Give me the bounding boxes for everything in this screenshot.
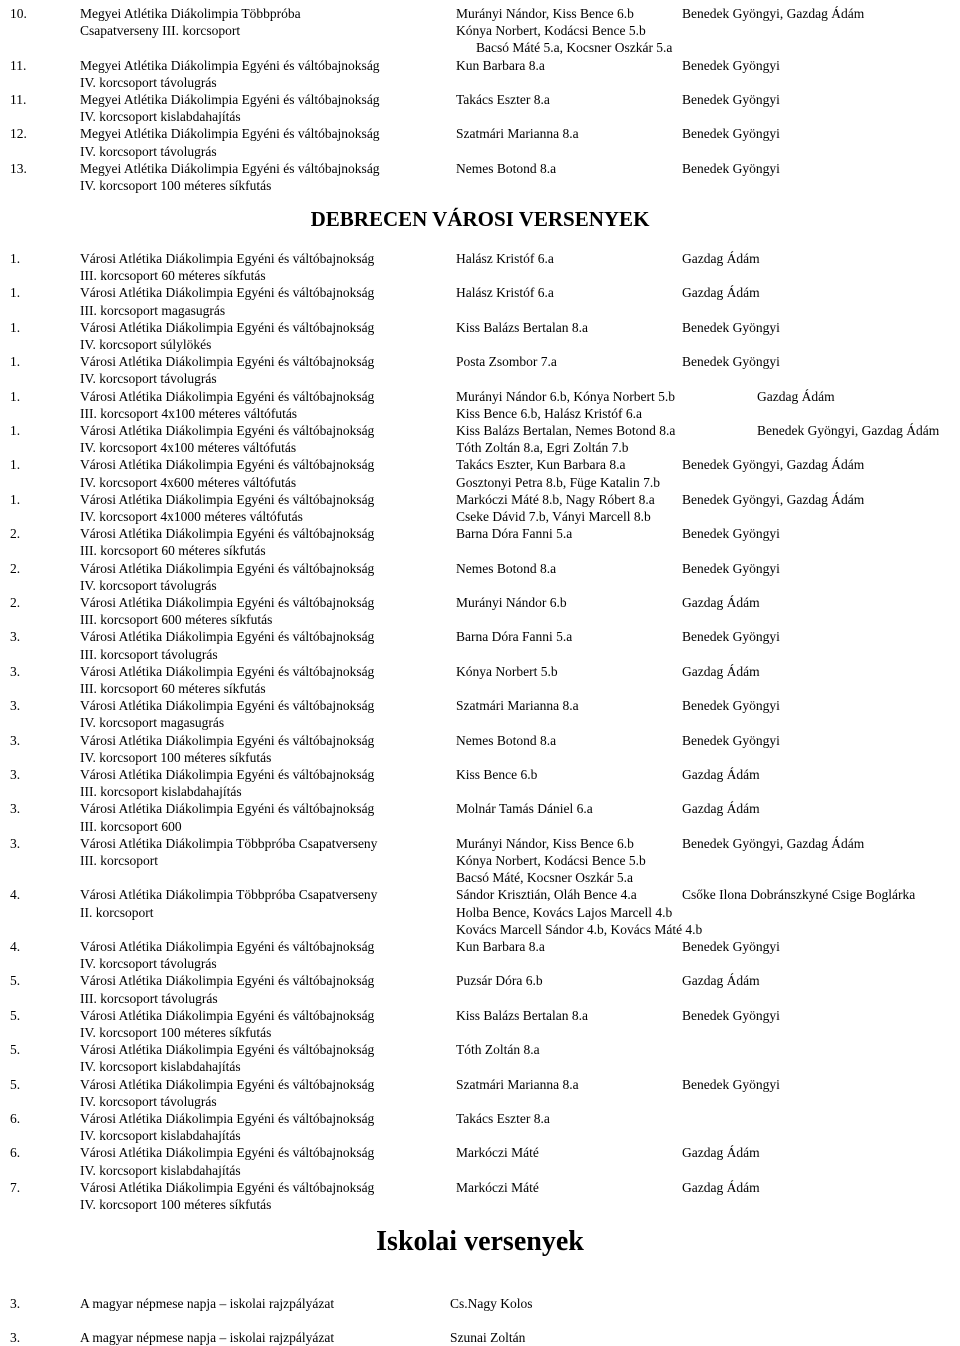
entry-teacher: Benedek Gyöngyi [682,319,780,335]
entry-event-line: III. korcsoport magasugrás [80,302,226,318]
entry-event-line: IV. korcsoport kislabdahajítás [80,1162,241,1178]
entry-rank: 1. [10,251,21,266]
entry-event-line: IV. korcsoport 4x600 méteres váltófutás [80,474,297,490]
entry-teacher: Benedek Gyöngyi [682,732,780,748]
entry-event-line: Városi Atlétika Diákolimpia Egyéni és váltóbajnokság [80,319,375,335]
entry-rank: 1. [10,285,21,301]
entry-event-line: Városi Atlétika Diákolimpia Egyéni és váltóbajnokság [80,629,375,645]
entry-participants: Nemes Botond 8.a [456,160,557,176]
entry-rank: 2. [10,526,21,542]
entry-participants: Kónya Norbert, Kodácsi Bence 5.b [456,23,646,39]
entry-event-line: Városi Atlétika Diákolimpia Többpróba Csapatverseny [80,887,378,903]
entry-participants: Molnár Tamás Dániel 6.a [456,801,593,817]
entry-rank: 11. [10,92,27,107]
entry-teacher: Gazdag Ádám [682,663,760,679]
entry-rank: 6. [10,1111,21,1126]
entry-event-line: A magyar népmese napja – iskolai rajzpályázat [80,1330,335,1346]
entry-event-line: IV. korcsoport távolugrás [80,371,217,387]
entry-participants: Puzsár Dóra 6.b [456,973,543,989]
entry-event-line: IV. korcsoport 4x1000 méteres váltófutás [80,509,303,524]
entry-participants: Halász Kristóf 6.a [456,285,554,301]
entry-event-line: Városi Atlétika Diákolimpia Egyéni és váltóbajnokság [80,423,375,438]
entry-participants: Nemes Botond 8.a [456,560,557,576]
entry-teacher: Benedek Gyöngyi [682,92,780,107]
entry-teacher: Benedek Gyöngyi [682,160,780,176]
entry-event-line: Városi Atlétika Diákolimpia Egyéni és váltóbajnokság [80,801,375,817]
entry-teacher: Gazdag Ádám [682,767,760,782]
entry-event-line: Megyei Atlétika Diákolimpia Egyéni és váltóbajnokság [80,126,380,142]
entry-event-line: Városi Atlétika Diákolimpia Egyéni és váltóbajnokság [80,457,375,473]
entry-participants: Szatmári Marianna 8.a [456,698,579,714]
entry-event-line: III. korcsoport 600 [80,818,182,834]
entry-event-line: Városi Atlétika Diákolimpia Egyéni és váltóbajnokság [80,354,375,370]
entry-event-line: Városi Atlétika Diákolimpia Egyéni és váltóbajnokság [80,491,375,507]
entry-event-line: Megyei Atlétika Diákolimpia Többpróba [80,6,301,21]
entry-participants: Bacsó Máté, Kocsner Oszkár 5.a [456,870,633,886]
entry-participants: Kiss Balázs Bertalan 8.a [456,319,588,335]
entry-rank: 3. [10,629,21,645]
entry-rank: 1. [10,319,21,335]
entry-participants: Takács Eszter 8.a [456,1111,550,1126]
entry-rank: 1. [10,457,21,473]
entry-rank: 1. [10,354,21,370]
entry-rank: 3. [10,1296,21,1311]
entry-teacher: Gazdag Ádám [682,595,760,610]
entry-teacher: Benedek Gyöngyi, Gazdag Ádám [682,835,865,851]
entry-event-line: II. korcsoport [80,904,154,920]
entry-teacher: Gazdag Ádám [757,388,835,404]
entry-teacher: Gazdag Ádám [682,251,760,266]
entry-rank: 1. [10,491,21,507]
entry-event-line: Városi Atlétika Diákolimpia Egyéni és váltóbajnokság [80,1145,375,1161]
entry-participants: Kónya Norbert, Kodácsi Bence 5.b [456,853,646,868]
entry-participants: Markóczi Máté [456,1179,539,1195]
entry-rank: 3. [10,801,21,817]
entry-event-line: Városi Atlétika Diákolimpia Egyéni és váltóbajnokság [80,767,375,782]
entry-teacher: Benedek Gyöngyi [682,354,780,370]
entry-participants: Kiss Bence 6.b [456,767,538,782]
entry-participants: Barna Dóra Fanni 5.a [456,629,573,645]
entry-participants: Takács Eszter 8.a [456,92,550,107]
entry-teacher: Benedek Gyöngyi [682,57,780,73]
entry-event-line: Megyei Atlétika Diákolimpia Egyéni és váltóbajnokság [80,57,380,73]
entry-event-line: IV. korcsoport 4x100 méteres váltófutás [80,440,297,456]
entry-event-line: III. korcsoport 4x100 méteres váltófutás [80,405,298,421]
entry-event-line: III. korcsoport 60 méteres síkfutás [80,543,266,559]
entry-event-line: IV. korcsoport 100 méteres síkfutás [80,178,272,193]
entry-event-line: III. korcsoport 60 méteres síkfutás [80,268,266,284]
entry-rank: 3. [10,663,21,679]
entry-participants: Szatmári Marianna 8.a [456,1076,579,1092]
entry-teacher: Benedek Gyöngyi [682,1007,780,1023]
entry-teacher: Benedek Gyöngyi, Gazdag Ádám [682,457,865,473]
entry-teacher: Benedek Gyöngyi [682,560,780,576]
entry-event-line: IV. korcsoport 100 méteres síkfutás [80,1025,272,1040]
entry-participants: Szunai Zoltán [450,1330,526,1346]
entry-event-line: IV. korcsoport kislabdahajítás [80,109,241,125]
entry-participants: Murányi Nándor 6.b, Kónya Norbert 5.b [456,388,675,404]
entry-event-line: IV. korcsoport 100 méteres síkfutás [80,1197,272,1212]
entry-event-line: Megyei Atlétika Diákolimpia Egyéni és váltóbajnokság [80,160,380,176]
entry-event-line: A magyar népmese napja – iskolai rajzpályázat [80,1296,335,1311]
entry-rank: 10. [10,6,27,21]
entry-teacher: Gazdag Ádám [682,1145,760,1161]
entry-rank: 5. [10,1007,21,1023]
entry-event-line: Városi Atlétika Diákolimpia Egyéni és váltóbajnokság [80,939,375,954]
entry-participants: Holba Bence, Kovács Lajos Marcell 4.b [456,904,673,920]
entry-rank: 4. [10,887,21,903]
entry-event-line: IV. korcsoport kislabdahajítás [80,1059,241,1075]
entry-participants: Kiss Bence 6.b, Halász Kristóf 6.a [456,405,642,421]
entry-event-line: Városi Atlétika Diákolimpia Egyéni és váltóbajnokság [80,698,375,714]
entry-teacher: Benedek Gyöngyi, Gazdag Ádám [682,491,865,507]
entry-rank: 1. [10,423,21,438]
entry-participants: Murányi Nándor, Kiss Bence 6.b [456,835,634,851]
entry-rank: 3. [10,1330,21,1346]
entry-participants: Markóczi Máté 8.b, Nagy Róbert 8.a [456,491,655,507]
entry-event-line: III. korcsoport távolugrás [80,646,218,662]
entry-rank: 12. [10,126,27,142]
entry-participants: Kun Barbara 8.a [456,939,545,954]
entry-rank: 6. [10,1145,21,1161]
entry-event-line: III. korcsoport 600 méteres síkfutás [80,612,273,628]
entry-participants: Barna Dóra Fanni 5.a [456,526,573,542]
entry-event-line: IV. korcsoport távolugrás [80,143,217,159]
entry-event-line: Városi Atlétika Diákolimpia Többpróba Csapatverseny [80,835,378,851]
entry-event-line: IV. korcsoport magasugrás [80,715,225,731]
entry-rank: 3. [10,767,21,782]
entry-event-line: IV. korcsoport távolugrás [80,577,217,593]
entry-teacher: Csőke Ilona Dobránszkyné Csige Boglárka [682,887,916,903]
entry-event-line: Városi Atlétika Diákolimpia Egyéni és váltóbajnokság [80,663,375,679]
entry-participants: Kun Barbara 8.a [456,57,545,73]
entry-event-line: III. korcsoport kislabdahajítás [80,784,242,800]
entry-rank: 11. [10,57,27,73]
entry-rank: 2. [10,595,21,610]
entry-event-line: IV. korcsoport súlylökés [80,337,212,352]
entry-teacher: Benedek Gyöngyi [682,939,780,954]
entry-event-line: IV. korcsoport 100 méteres síkfutás [80,749,272,765]
entry-event-line: III. korcsoport távolugrás [80,990,218,1006]
entry-event-line: Megyei Atlétika Diákolimpia Egyéni és váltóbajnokság [80,92,380,107]
entry-participants: Szatmári Marianna 8.a [456,126,579,142]
entry-event-line: III. korcsoport 60 méteres síkfutás [80,681,266,696]
entry-teacher: Benedek Gyöngyi [682,629,780,645]
entry-event-line: IV. korcsoport távolugrás [80,74,217,90]
entry-teacher: Gazdag Ádám [682,1179,760,1195]
entry-teacher: Benedek Gyöngyi, Gazdag Ádám [757,423,940,438]
entry-participants: Markóczi Máté [456,1145,539,1161]
entry-participants: Tóth Zoltán 8.a [456,1042,540,1058]
entry-participants: Kovács Marcell Sándor 4.b, Kovács Máté 4.b [456,921,703,937]
entry-participants: Sándor Krisztián, Oláh Bence 4.a [456,887,637,903]
entry-event-line: Városi Atlétika Diákolimpia Egyéni és váltóbajnokság [80,1076,375,1092]
entry-event-line: Városi Atlétika Diákolimpia Egyéni és váltóbajnokság [80,526,375,542]
entry-participants: Kiss Balázs Bertalan, Nemes Botond 8.a [456,423,676,438]
entry-participants: Gosztonyi Petra 8.b, Füge Katalin 7.b [456,474,660,490]
entry-event-line: IV. korcsoport távolugrás [80,1093,217,1109]
entry-participants: Tóth Zoltán 8.a, Egri Zoltán 7.b [456,440,629,456]
entry-event-line: Városi Atlétika Diákolimpia Egyéni és váltóbajnokság [80,560,375,576]
entry-participants: Posta Zsombor 7.a [456,354,557,370]
entry-teacher: Gazdag Ádám [682,285,760,301]
entry-event-line: Városi Atlétika Diákolimpia Egyéni és váltóbajnokság [80,1111,375,1126]
entry-event-line: Városi Atlétika Diákolimpia Egyéni és váltóbajnokság [80,1179,375,1195]
entry-event-line: IV. korcsoport távolugrás [80,956,217,972]
entry-teacher: Benedek Gyöngyi [682,526,780,542]
entry-event-line: Városi Atlétika Diákolimpia Egyéni és váltóbajnokság [80,732,375,748]
entry-event-line: Városi Atlétika Diákolimpia Egyéni és váltóbajnokság [80,251,375,266]
entry-teacher: Benedek Gyöngyi [682,1076,780,1092]
entry-participants: Kónya Norbert 5.b [456,663,558,679]
entry-participants: Cseke Dávid 7.b, Ványi Marcell 8.b [456,509,651,524]
entry-rank: 7. [10,1179,21,1195]
entry-event-line: Városi Atlétika Diákolimpia Egyéni és váltóbajnokság [80,388,375,404]
entry-participants: Halász Kristóf 6.a [456,251,554,266]
entry-rank: 4. [10,939,21,954]
entry-rank: 5. [10,973,21,989]
entry-participants: Nemes Botond 8.a [456,732,557,748]
entry-teacher: Gazdag Ádám [682,973,760,989]
entry-participants: Bacsó Máté 5.a, Kocsner Oszkár 5.a [476,40,673,56]
entry-rank: 3. [10,698,21,714]
entry-teacher: Benedek Gyöngyi [682,698,780,714]
entry-rank: 5. [10,1042,21,1058]
entry-rank: 1. [10,388,21,404]
entry-teacher: Gazdag Ádám [682,801,760,817]
entry-participants: Kiss Balázs Bertalan 8.a [456,1007,588,1023]
entry-rank: 3. [10,835,21,851]
entry-rank: 5. [10,1076,21,1092]
entry-event-line: IV. korcsoport kislabdahajítás [80,1128,241,1144]
entry-teacher: Benedek Gyöngyi [682,126,780,142]
entry-event-line: Városi Atlétika Diákolimpia Egyéni és váltóbajnokság [80,285,375,301]
entry-event-line: Városi Atlétika Diákolimpia Egyéni és váltóbajnokság [80,973,375,989]
entry-event-line: Csapatverseny III. korcsoport [80,23,241,39]
entry-participants: Takács Eszter, Kun Barbara 8.a [456,457,626,473]
section-title: Iskolai versenyek [376,1226,584,1257]
section-title: DEBRECEN VÁROSI VERSENYEK [310,207,650,231]
entry-rank: 3. [10,732,21,748]
entry-participants: Murányi Nándor, Kiss Bence 6.b [456,6,634,21]
entry-event-line: III. korcsoport [80,853,158,868]
entry-event-line: Városi Atlétika Diákolimpia Egyéni és váltóbajnokság [80,1042,375,1058]
entry-participants: Murányi Nándor 6.b [456,595,567,610]
entry-participants: Cs.Nagy Kolos [450,1296,533,1311]
entry-event-line: Városi Atlétika Diákolimpia Egyéni és váltóbajnokság [80,595,375,610]
entry-teacher: Benedek Gyöngyi, Gazdag Ádám [682,6,865,21]
entry-rank: 13. [10,160,27,176]
entry-rank: 2. [10,560,21,576]
entry-event-line: Városi Atlétika Diákolimpia Egyéni és váltóbajnokság [80,1007,375,1023]
